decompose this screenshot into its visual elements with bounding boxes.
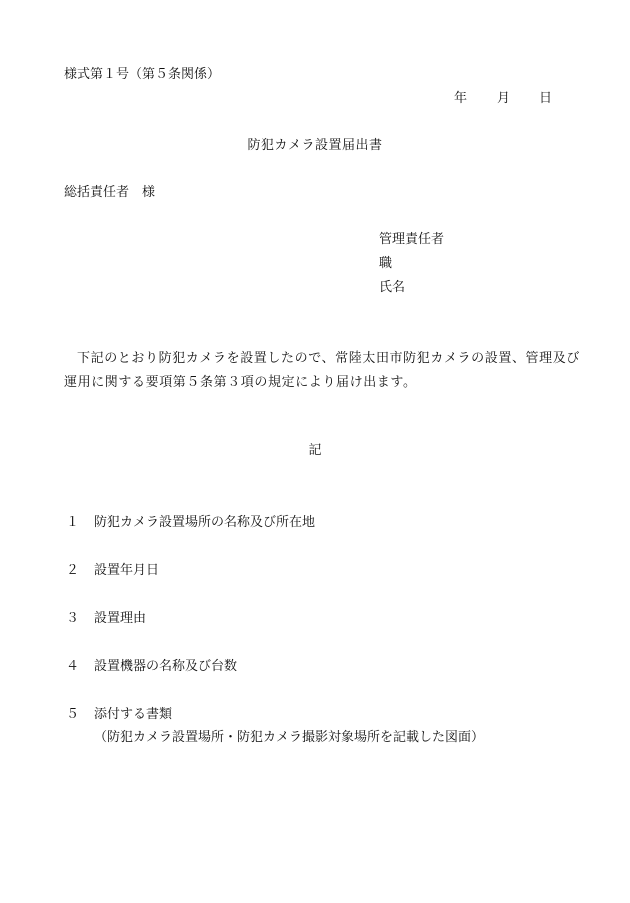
- item-number: ３: [66, 611, 80, 626]
- document-title: 防犯カメラ設置届出書: [247, 138, 383, 153]
- date-day-label: 日: [539, 91, 553, 106]
- ki-heading: 記: [308, 443, 322, 458]
- applicant-block: [379, 232, 444, 304]
- item-note: （防犯カメラ設置場所・防犯カメラ撮影対象場所を記載した図面）: [94, 730, 485, 745]
- item-number: ２: [66, 563, 80, 578]
- item-label: 設置機器の名称及び台数: [94, 659, 238, 674]
- form-number: 様式第１号（第５条関係）: [64, 67, 221, 82]
- body-paragraph: [64, 347, 584, 395]
- item-number: １: [66, 515, 80, 530]
- name-label: 氏名: [379, 280, 406, 295]
- item-number: ５: [66, 707, 80, 722]
- manager-label: 管理責任者: [379, 232, 445, 247]
- date-year-label: 年: [454, 91, 468, 106]
- item-label: 設置年月日: [94, 563, 160, 578]
- date-line: [454, 91, 552, 107]
- item-label: 設置理由: [94, 611, 147, 626]
- item-label: 添付する書類: [94, 707, 173, 722]
- item-label: 防犯カメラ設置場所の名称及び所在地: [94, 515, 316, 530]
- body-text: 下記のとおり防犯カメラを設置したので、常陸太田市防犯カメラの設置、管理及び運用に関する要項第５条第３項の規定により届け出ます。: [64, 351, 580, 390]
- date-month-label: 月: [497, 91, 511, 106]
- item-number: ４: [66, 659, 80, 674]
- addressee: 総括責任者 様: [64, 185, 156, 200]
- position-label: 職: [379, 256, 393, 271]
